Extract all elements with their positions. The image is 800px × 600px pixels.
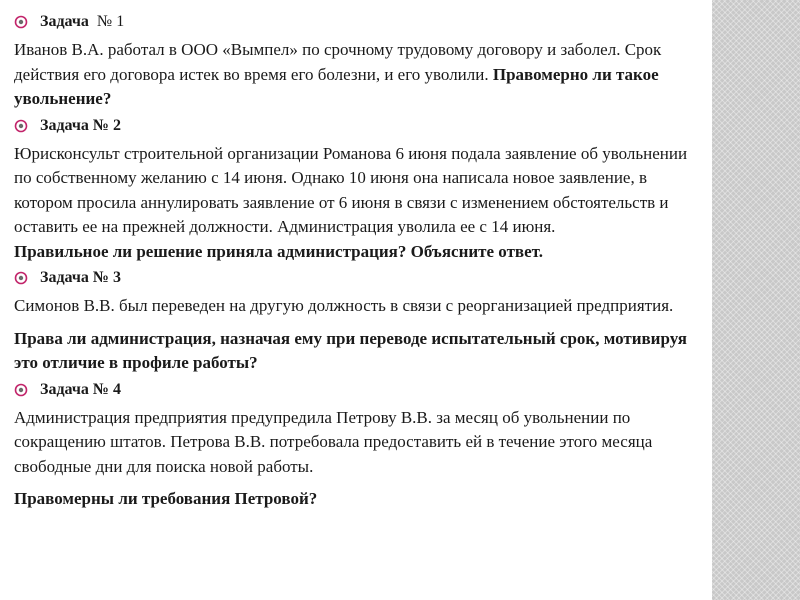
- task-1-question: Правомерно ли такое увольнение?: [14, 64, 659, 108]
- task-2-body: Юрисконсульт строительной организации Романова 6 июня подала заявление об увольнении по собственному желанию с 14 июня. Однако 10 июня она написала новое заявление, в котором просила аннулировать заявление от 6 июня в связи с изменением обстоятельств и оставить ее на прежней должности. Администрация уволила ее с 14 июня.: [14, 143, 688, 236]
- task-4-question: Правомерны ли требования Петровой?: [14, 489, 318, 508]
- task-2-heading: [14, 114, 694, 138]
- task-4-heading: [14, 378, 694, 402]
- circle-bullet-icon: [14, 383, 28, 397]
- task-3-heading: [14, 266, 694, 290]
- task-4-body: Администрация предприятия предупредила Петрову В.В. за месяц об увольнении по сокращению штатов. Петрова В.В. потребовала предоставить ей в течение этого месяца свободные дни для поиска новой работы.: [14, 407, 653, 476]
- task-label: Задача: [40, 269, 89, 286]
- task-number: № 2: [92, 116, 121, 134]
- task-3-question: Права ли администрация, назначая ему при переводе испытательный срок, мотивируя это отличие в профиле работы?: [14, 328, 687, 372]
- task-label: Задача: [40, 380, 89, 398]
- task-1-body: Иванов В.А. работал в ООО «Вымпел» по срочному трудовому договору и заболел. Срок действия его договора истек во время его болезни, и его уволили.: [14, 40, 662, 84]
- task-1-heading: [14, 10, 694, 34]
- task-number: № 3: [92, 269, 121, 286]
- task-1-text: [14, 38, 694, 112]
- task-3-body: Симонов В.В. был переведен на другую должность в связи с реорганизацией предприятия.: [14, 296, 674, 315]
- circle-bullet-icon: [14, 271, 28, 285]
- task-label: Задача: [40, 116, 89, 134]
- slide-content: [14, 10, 694, 512]
- task-2-question: Правильное ли решение приняла администрация? Объясните ответ.: [14, 241, 543, 261]
- decorative-side-panel: [712, 0, 800, 600]
- task-label: Задача: [40, 13, 89, 30]
- circle-bullet-icon: [14, 119, 28, 133]
- circle-bullet-icon: [14, 15, 28, 29]
- task-number: № 1: [96, 13, 125, 30]
- task-number: № 4: [92, 380, 121, 398]
